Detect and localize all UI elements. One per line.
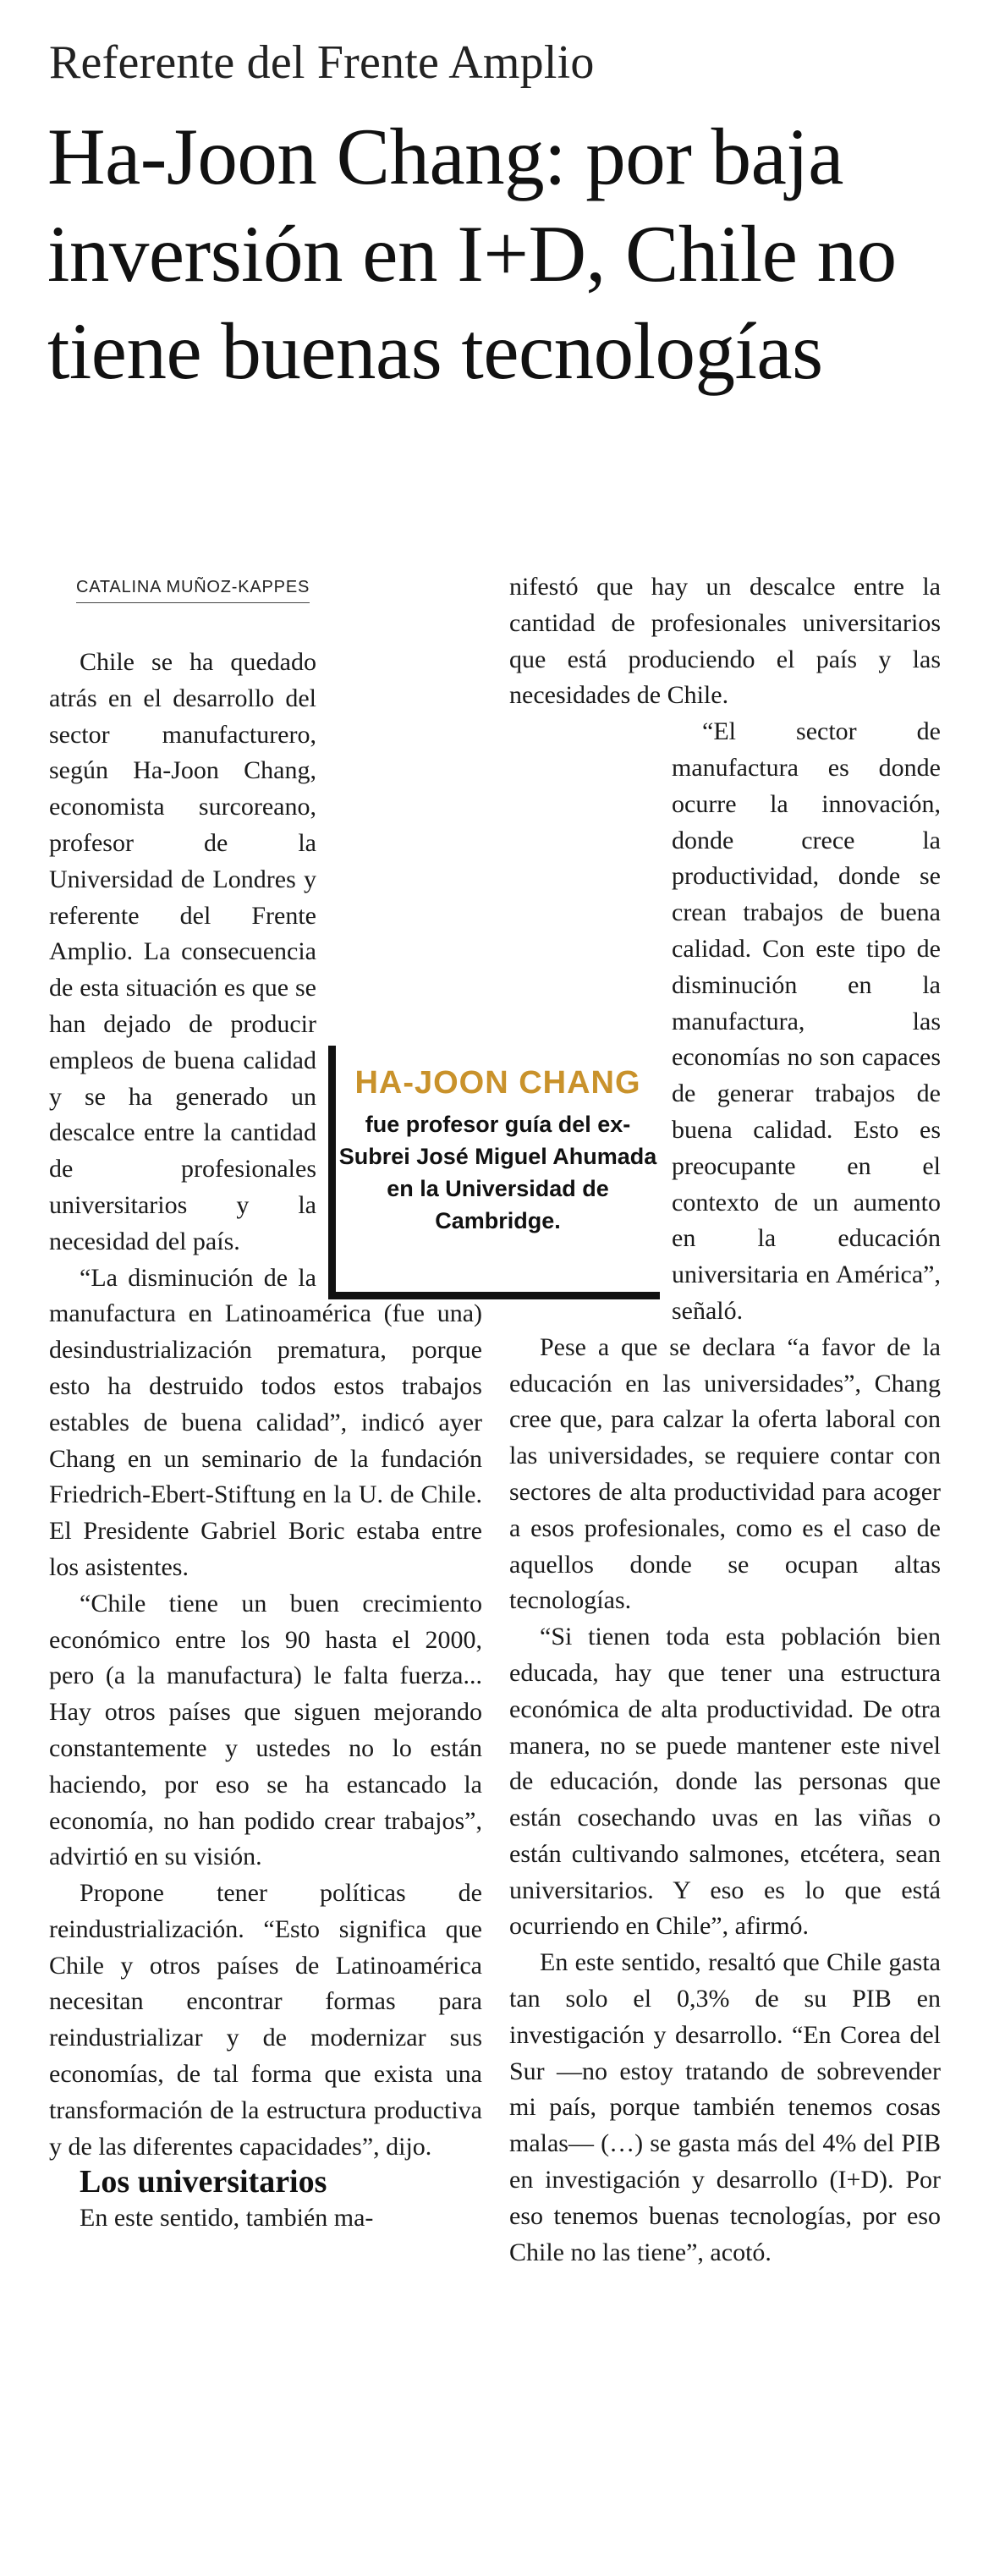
paragraph: En este sentido, resaltó que Chile gasta tan solo el 0,3% de su PIB en investigación y desarrollo. “En Corea del Sur —no estoy tratando de sobrevender mi país, porque también tenemos cosas malas— (…) se gasta más del 4% del PIB en investigación y desarrollo (I+D). Por eso tenemos buenas tecnologías, por eso Chile no las tiene”, acotó. [509,1948,941,2266]
paragraph: nifestó que hay un descalce entre la cantidad de profesionales universitarios que está produciendo el país y las necesidades de Chile. [509,573,941,710]
article-headline: Ha-Joon Chang: por baja inversión en I+D, Chile no tiene buenas tecnologías [47,112,897,396]
pull-quote-name: HA-JOON CHANG [354,1065,641,1101]
article-column-left [49,645,482,2237]
article-kicker: Referente del Frente Amplio [49,36,595,89]
paragraph: Pese a que se declara “a favor de la educación en las universidades”, Chang cree que, para calzar la oferta laboral con las universidades, se requiere contar con sectores de alta productividad para acoger a esos profesionales, como es el caso de aquellos donde se ocupan altas tecnologías. [509,1332,941,1615]
pull-quote-box [328,1046,660,1299]
paragraph: Chile se ha quedado atrás en el desarrollo del sector manufacturero, según Ha-Joon Chang, economista surcoreano, profesor de la Universidad de Londres y referente del Frente Amplio. La consecuencia de esta situación es que se han dejado de producir empleos de buena calidad y se ha generado un descalce entre la cantidad de profesionales universitarios y la necesidad del país. [49,645,482,1261]
pull-quote-text: fue profesor guía del ex-Subrei José Miguel Ahumada en la Universidad de Cambridge. [338,1111,657,1233]
paragraph: En este sentido, también ma- [80,2204,374,2233]
section-subhead: Los universitarios [80,2164,327,2200]
paragraph: “Chile tiene un buen crecimiento económico entre los 90 hasta el 2000, pero (a la manufactura) le falta fuerza... Hay otros países que siguen mejorando constantemente y ustedes no lo están haciendo, por eso se ha estancado la economía, no han podido crear trabajos”, advirtió en su visión. [49,1589,482,1871]
article-byline: CATALINA MUÑOZ-KAPPES [76,578,310,603]
article-column-right [509,569,941,2271]
paragraph: “Si tienen toda esta población bien educada, hay que tener una estructura económica de alta productividad. De otra manera, no se puede mantener este nivel de educación, donde las personas que están cosechando uvas en las viñas o están cultivando salmones, etcétera, sean universitarios. Y eso es lo que está ocurriendo en Chile”, afirmó. [509,1623,941,1941]
paragraph: Propone tener políticas de reindustrialización. “Esto significa que Chile y otros países de Latinoamérica necesitan encontrar formas para reindustrializar y de modernizar sus economías, de tal forma que exista una transformación de la estructura productiva y de las diferentes capacidades”, dijo. [49,1879,482,2161]
paragraph: “La disminución de la manufactura en Latinoamérica (fue una) desindustrialización prematura, porque esto ha destruido todos estos trabajos estables de buena calidad”, indicó ayer Chang en un seminario de la fundación Friedrich-Ebert-Stiftung en la U. de Chile. El Presidente Gabriel Boric estaba entre los asistentes. [49,1263,482,1581]
paragraph: “El sector de manufactura es donde ocurre la innovación, donde crece la productividad, donde se crean trabajos de buena calidad. Con este tipo de disminución en la manufactura, las economías no son capaces de generar trabajos de buena calidad. Esto es preocupante en el contexto de un aumento en la educación universitaria en América”, señaló. [509,714,941,1330]
